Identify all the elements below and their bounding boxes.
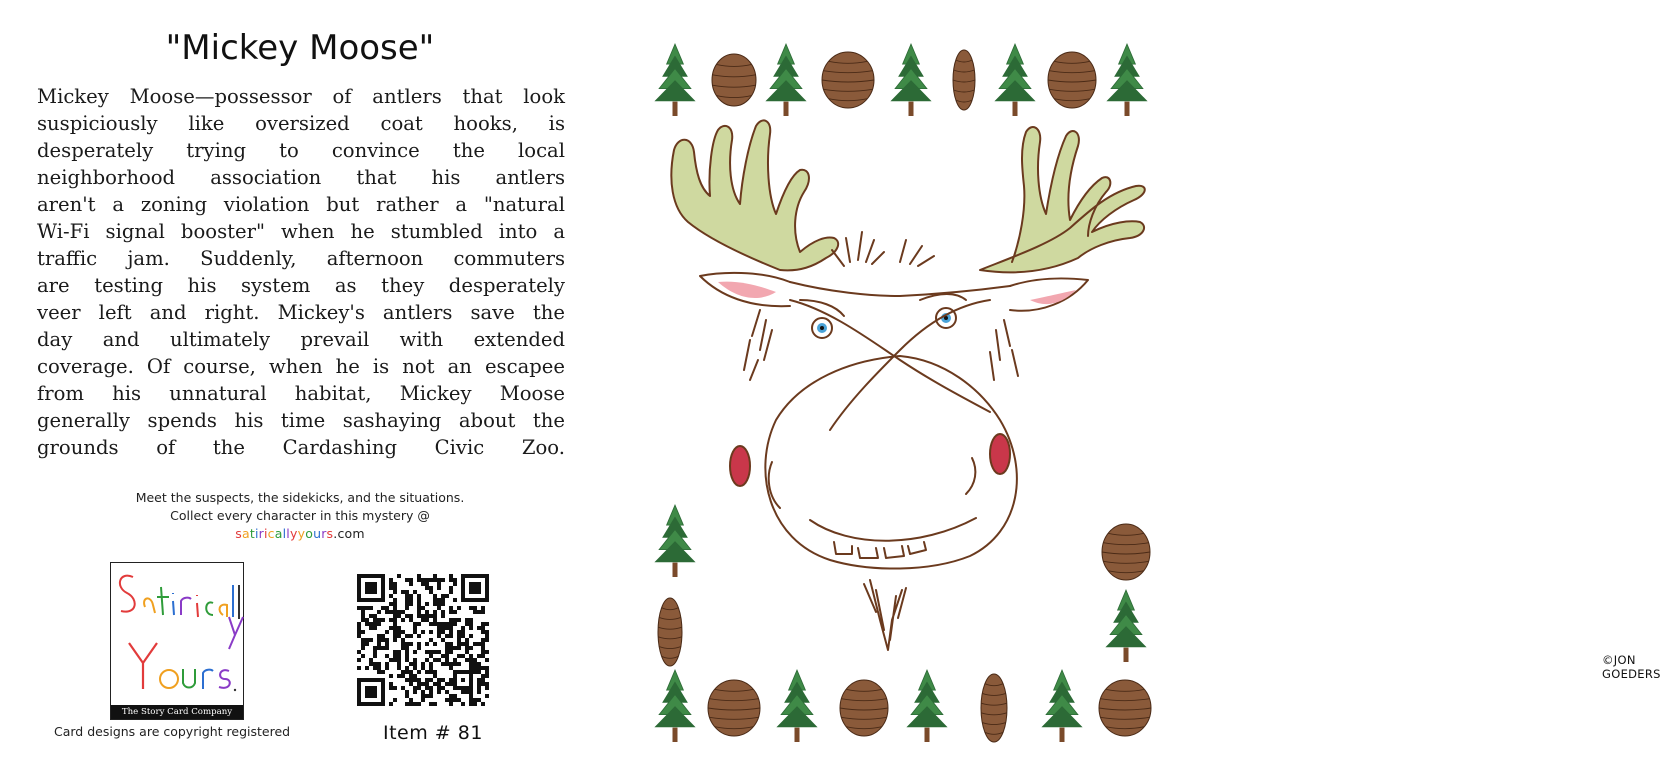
pine-tree-icon — [1106, 590, 1145, 662]
pine-tree-icon — [655, 44, 694, 116]
logo-band-text: The Story Card Company — [111, 705, 243, 719]
story-line: neighborhood association that his antlers — [37, 166, 565, 189]
story-line: aren't a zoning violation but rather a "natural — [37, 193, 565, 216]
website-link[interactable]: satiricallyyours.com — [235, 526, 365, 541]
story-line: Wi-Fi signal booster" when he stumbled into a — [37, 220, 565, 243]
copyright-text: Card designs are copyright registered — [54, 724, 291, 739]
item-number: Item # 81 — [383, 722, 483, 744]
left-cheek-fur — [744, 310, 772, 380]
pine-tree-icon — [1042, 670, 1081, 742]
promo-line-1: Meet the suspects, the sidekicks, and the situations. — [135, 490, 465, 505]
story-line: generally spends his time sashaying about the — [37, 409, 565, 432]
left-antler — [671, 120, 838, 270]
left-brow — [800, 300, 844, 316]
story-line: grounds of the Cardashing Civic Zoo. — [37, 436, 565, 459]
story-line: day and ultimately prevail with extended — [37, 328, 565, 351]
moose-artwork-panel — [600, 0, 1661, 776]
right-nostril — [966, 458, 975, 494]
pine-tree-icon — [1107, 44, 1146, 116]
logo-lettering-icon — [111, 563, 245, 707]
pinecone-icon — [1102, 524, 1150, 580]
artist-signature: ©JON GOEDERS — [1602, 653, 1661, 681]
promo-text — [0, 489, 600, 543]
left-cheek — [730, 446, 750, 486]
story-line: veer left and right. Mickey's antlers save the — [37, 301, 565, 324]
story-line: desperately trying to convince the local — [37, 139, 565, 162]
chin-beard — [864, 580, 906, 650]
story-line: coverage. Of course, when he is not an escapee — [37, 355, 565, 378]
story-line: Mickey Moose—possessor of antlers that look — [37, 85, 565, 108]
pinecone-icon — [708, 680, 760, 736]
teeth — [834, 542, 926, 558]
promo-line-2: Collect every character in this mystery @ — [170, 508, 430, 523]
pine-tree-icon — [891, 44, 930, 116]
pinecone-icon — [953, 50, 975, 110]
moose-icon — [671, 120, 1144, 650]
right-ear — [1010, 278, 1088, 310]
story-line: suspiciously like oversized coat hooks, is — [37, 112, 565, 135]
pinecone-icon — [1099, 680, 1151, 736]
right-cheek-fur — [990, 320, 1018, 380]
pine-tree-icon — [655, 505, 694, 577]
qr-code-icon[interactable] — [357, 574, 489, 706]
pine-tree-icon — [907, 670, 946, 742]
pinecone-icon — [1048, 52, 1096, 108]
story-line: are testing his system as they desperately — [37, 274, 565, 297]
card-title: "Mickey Moose" — [165, 28, 435, 68]
moose-illustration — [600, 0, 1200, 776]
pinecone-icon — [840, 680, 888, 736]
mouth — [810, 518, 976, 541]
pinecone-icon — [712, 54, 756, 106]
pine-tree-icon — [995, 44, 1034, 116]
card-text-panel — [0, 0, 600, 776]
right-cheek — [990, 434, 1010, 474]
pine-tree-icon — [766, 44, 805, 116]
story-text — [37, 83, 565, 461]
pinecone-icon — [658, 598, 682, 666]
satirically-yours-logo — [110, 562, 244, 720]
pine-tree-icon — [655, 670, 694, 742]
pine-tree-icon — [777, 670, 816, 742]
hair-tuft — [832, 232, 934, 266]
story-line: from his unnatural habitat, Mickey Moose — [37, 382, 565, 405]
face-outline — [790, 282, 1010, 296]
right-antler — [980, 127, 1145, 272]
pinecone-icon — [822, 52, 874, 108]
muzzle — [765, 356, 1017, 569]
story-line: traffic jam. Suddenly, afternoon commuters — [37, 247, 565, 270]
pinecone-icon — [981, 674, 1007, 742]
